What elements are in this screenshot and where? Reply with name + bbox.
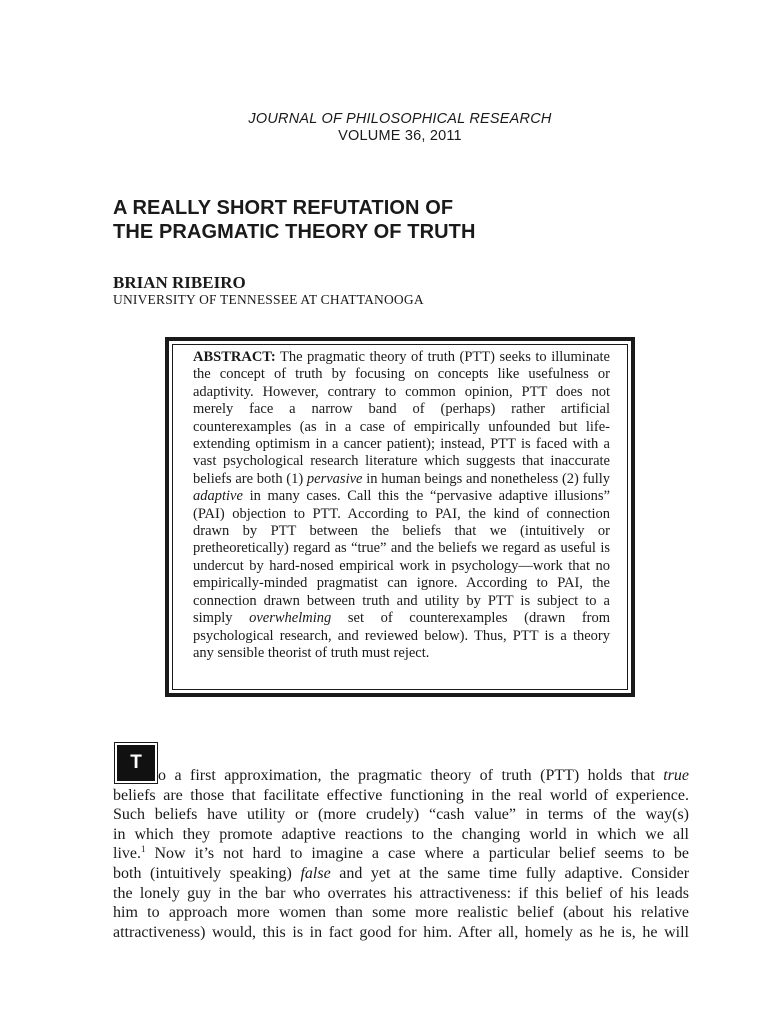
body-line-6-start: both (intuitively speaking) (113, 864, 292, 882)
body-line-2: beliefs are those that facilitate effective functioning in the real world of experience. (113, 786, 689, 804)
body-paragraph (113, 766, 689, 942)
abstract-segment-4: set of counterexamples (drawn from psychological research, and reviewed below). Thus, PTT is a theory any sensible theorist of truth must reject. (193, 610, 611, 661)
abstract-text (193, 349, 610, 662)
footnote-ref-1[interactable]: 1 (141, 844, 146, 855)
body-emphasis-false: false (300, 864, 331, 882)
body-line-4: in which they promote adaptive reactions to the changing world in which we all (113, 825, 689, 843)
article-title (113, 196, 476, 244)
body-line-6-rest: and yet at the same time fully adaptive. Consider (339, 864, 690, 882)
body-line-1 (113, 766, 689, 786)
running-header (0, 111, 768, 145)
journal-volume: VOLUME 36, 2011 (338, 128, 462, 144)
author-name: BRIAN RIBEIRO (113, 273, 246, 292)
body-line-5-start: live. (113, 845, 141, 863)
body-line-8: him to approach more women than some more realistic belief (about his relative (113, 904, 689, 922)
abstract-segment-2: in human beings and nonetheless (2) fully (366, 470, 610, 487)
body-line-6 (113, 864, 689, 884)
article-title-line-1: A REALLY SHORT REFUTATION OF (113, 197, 454, 219)
body-line-7: the lonely guy in the bar who overrates his attractiveness: if this belief of his leads (113, 884, 689, 902)
body-line-5 (113, 844, 689, 864)
journal-name: JOURNAL OF PHILOSOPHICAL RESEARCH (248, 111, 552, 127)
drop-cap-letter: T (117, 745, 155, 781)
abstract-label: ABSTRACT: (193, 349, 276, 365)
abstract-emphasis-adaptive: adaptive (193, 488, 243, 505)
body-line-9: attractiveness) would, this is in fact good for him. After all, homely as he is, he will (113, 923, 689, 941)
body-line-1-text: o a first approximation, the pragmatic theory of truth (PTT) holds that (158, 767, 655, 784)
author-affiliation: UNIVERSITY OF TENNESSEE AT CHATTANOOGA (113, 292, 424, 307)
body-line-3: Such beliefs have utility or (more crudely) “cash value” in terms of the way(s) (113, 806, 689, 824)
abstract-emphasis-overwhelming: overwhelming (249, 610, 332, 627)
abstract-segment-1: The pragmatic theory of truth (PTT) seeks to illuminate the concept of truth by focusing on concepts like usefulness or adaptivity. However, contrary to common opinion, PTT does not merely face a narrow band of (perhaps) rather artificial counterexamples (as in a case of empirically unfounded but life-extending optimism in a cancer patient); instead, PTT is faced with a vast psychological research literature which suggests that inaccurate beliefs are both (1) (193, 349, 610, 487)
abstract-emphasis-pervasive: pervasive (306, 470, 363, 487)
body-line-5-rest: Now it’s not hard to imagine a case where a particular belief seems to be (145, 845, 689, 863)
abstract-segment-3: in many cases. Call this the “pervasive adaptive illusions” (PAI) objection to PTT. According to PAI, the kind of connection drawn by PTT between the beliefs that we (intuitively or pretheoretically) regard as “true” and the beliefs we regard as useful is undercut by hard-nosed empirical work in psychology—work that no empirically-minded pragmatist can ignore. According to PAI, the connection drawn between truth and utility by PTT is subject to a simply (193, 488, 611, 627)
body-emphasis-true: true (663, 767, 690, 784)
article-title-line-2: THE PRAGMATIC THEORY OF TRUTH (113, 221, 476, 243)
